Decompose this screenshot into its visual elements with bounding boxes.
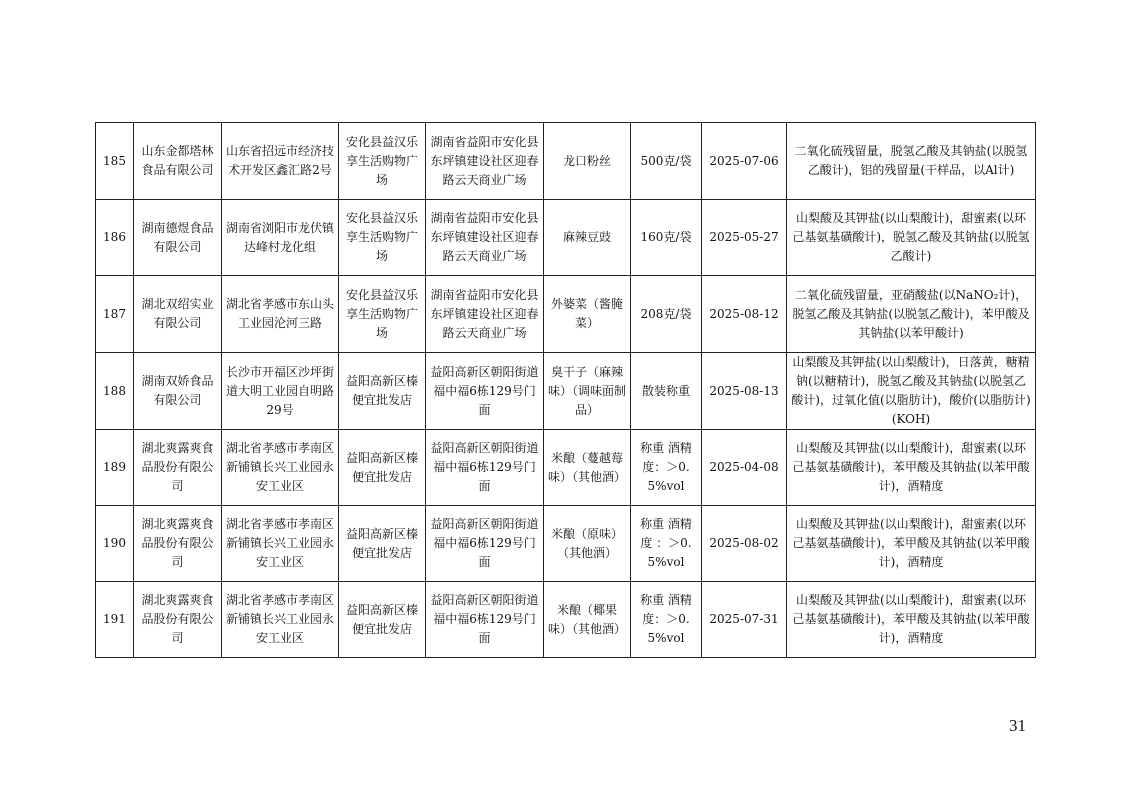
table-row	[96, 200, 1036, 276]
seller-name: 益阳高新区榛便宜批发店	[339, 353, 426, 430]
producer-name: 湖北双绍实业有限公司	[134, 276, 222, 353]
seller-address: 益阳高新区朝阳街道福中福6栋129号门面	[426, 430, 544, 506]
row-number: 191	[96, 582, 134, 658]
producer-address: 长沙市开福区沙坪街道大明工业园自明路29号	[222, 353, 339, 430]
product-spec: 散装称重	[631, 353, 702, 430]
seller-name: 安化县益汉乐享生活购物广场	[339, 123, 426, 200]
table-row	[96, 276, 1036, 353]
producer-name: 湖北爽露爽食品股份有限公司	[134, 582, 222, 658]
producer-name: 山东金都塔林食品有限公司	[134, 123, 222, 200]
producer-address: 山东省招远市经济技术开发区鑫汇路2号	[222, 123, 339, 200]
producer-address: 湖北省孝感市东山头工业园沦河三路	[222, 276, 339, 353]
producer-address: 湖北省孝感市孝南区新铺镇长兴工业园永安工业区	[222, 506, 339, 582]
product-name: 米酿（原味）（其他酒）	[544, 506, 631, 582]
seller-address: 益阳高新区朝阳街道福中福6栋129号门面	[426, 353, 544, 430]
product-name: 臭干子（麻辣味）（调味面制品）	[544, 353, 631, 430]
product-spec: 称重 酒精度：＞0.5%vol	[631, 582, 702, 658]
producer-name: 湖北爽露爽食品股份有限公司	[134, 430, 222, 506]
seller-address: 湖南省益阳市安化县东坪镇建设社区迎春路云天商业广场	[426, 123, 544, 200]
product-name: 米酿（椰果味）（其他酒）	[544, 582, 631, 658]
test-items: 二氧化硫残留量，脱氢乙酸及其钠盐(以脱氢乙酸计)，铝的残留量(干样品，以Al计)	[787, 123, 1036, 200]
row-number: 186	[96, 200, 134, 276]
seller-address: 益阳高新区朝阳街道福中福6栋129号门面	[426, 582, 544, 658]
table-row	[96, 123, 1036, 200]
seller-name: 益阳高新区榛便宜批发店	[339, 430, 426, 506]
table-body	[96, 123, 1036, 658]
test-items: 山梨酸及其钾盐(以山梨酸计)，日落黄，糖精钠(以糖精计)，脱氢乙酸及其钠盐(以脱氢乙酸计)，过氧化值(以脂肪计)，酸价(以脂肪计)(KOH)	[787, 353, 1036, 430]
row-number: 190	[96, 506, 134, 582]
producer-name: 湖南双娇食品有限公司	[134, 353, 222, 430]
production-date: 2025-08-12	[702, 276, 787, 353]
product-spec: 500克/袋	[631, 123, 702, 200]
row-number: 187	[96, 276, 134, 353]
producer-address: 湖北省孝感市孝南区新铺镇长兴工业园永安工业区	[222, 430, 339, 506]
production-date: 2025-08-02	[702, 506, 787, 582]
table-row	[96, 582, 1036, 658]
seller-address: 湖南省益阳市安化县东坪镇建设社区迎春路云天商业广场	[426, 200, 544, 276]
test-items: 山梨酸及其钾盐(以山梨酸计)，甜蜜素(以环己基氨基磺酸计)，脱氢乙酸及其钠盐(以脱氢乙酸计)	[787, 200, 1036, 276]
product-name: 麻辣豆豉	[544, 200, 631, 276]
producer-name: 湖北爽露爽食品股份有限公司	[134, 506, 222, 582]
page-number: 31	[1009, 716, 1026, 735]
inspection-results-table	[95, 122, 1036, 658]
row-number: 189	[96, 430, 134, 506]
production-date: 2025-04-08	[702, 430, 787, 506]
test-items: 山梨酸及其钾盐(以山梨酸计)，甜蜜素(以环己基氨基磺酸计)，苯甲酸及其钠盐(以苯甲酸计)，酒精度	[787, 506, 1036, 582]
producer-name: 湖南德煜食品有限公司	[134, 200, 222, 276]
product-name: 龙口粉丝	[544, 123, 631, 200]
table-row	[96, 506, 1036, 582]
product-spec: 160克/袋	[631, 200, 702, 276]
product-name: 外婆菜（酱腌菜）	[544, 276, 631, 353]
production-date: 2025-05-27	[702, 200, 787, 276]
seller-address: 益阳高新区朝阳街道福中福6栋129号门面	[426, 506, 544, 582]
table-row	[96, 430, 1036, 506]
seller-address: 湖南省益阳市安化县东坪镇建设社区迎春路云天商业广场	[426, 276, 544, 353]
production-date: 2025-08-13	[702, 353, 787, 430]
row-number: 188	[96, 353, 134, 430]
test-items: 山梨酸及其钾盐(以山梨酸计)，甜蜜素(以环己基氨基磺酸计)，苯甲酸及其钠盐(以苯甲酸计)，酒精度	[787, 430, 1036, 506]
product-spec: 208克/袋	[631, 276, 702, 353]
seller-name: 安化县益汉乐享生活购物广场	[339, 200, 426, 276]
producer-address: 湖北省孝感市孝南区新铺镇长兴工业园永安工业区	[222, 582, 339, 658]
producer-address: 湖南省浏阳市龙伏镇达峰村龙化组	[222, 200, 339, 276]
product-spec: 称重 酒精度：＞0.5%vol	[631, 430, 702, 506]
seller-name: 安化县益汉乐享生活购物广场	[339, 276, 426, 353]
seller-name: 益阳高新区榛便宜批发店	[339, 506, 426, 582]
test-items: 二氧化硫残留量，亚硝酸盐(以NaNO₂计)，脱氢乙酸及其钠盐(以脱氢乙酸计)，苯甲酸及其钠盐(以苯甲酸计)	[787, 276, 1036, 353]
seller-name: 益阳高新区榛便宜批发店	[339, 582, 426, 658]
row-number: 185	[96, 123, 134, 200]
production-date: 2025-07-31	[702, 582, 787, 658]
test-items: 山梨酸及其钾盐(以山梨酸计)，甜蜜素(以环己基氨基磺酸计)，苯甲酸及其钠盐(以苯甲酸计)，酒精度	[787, 582, 1036, 658]
product-spec: 称重 酒精度 ：＞0.5%vol	[631, 506, 702, 582]
product-name: 米酿（蔓越莓味）（其他酒）	[544, 430, 631, 506]
production-date: 2025-07-06	[702, 123, 787, 200]
table-row	[96, 353, 1036, 430]
